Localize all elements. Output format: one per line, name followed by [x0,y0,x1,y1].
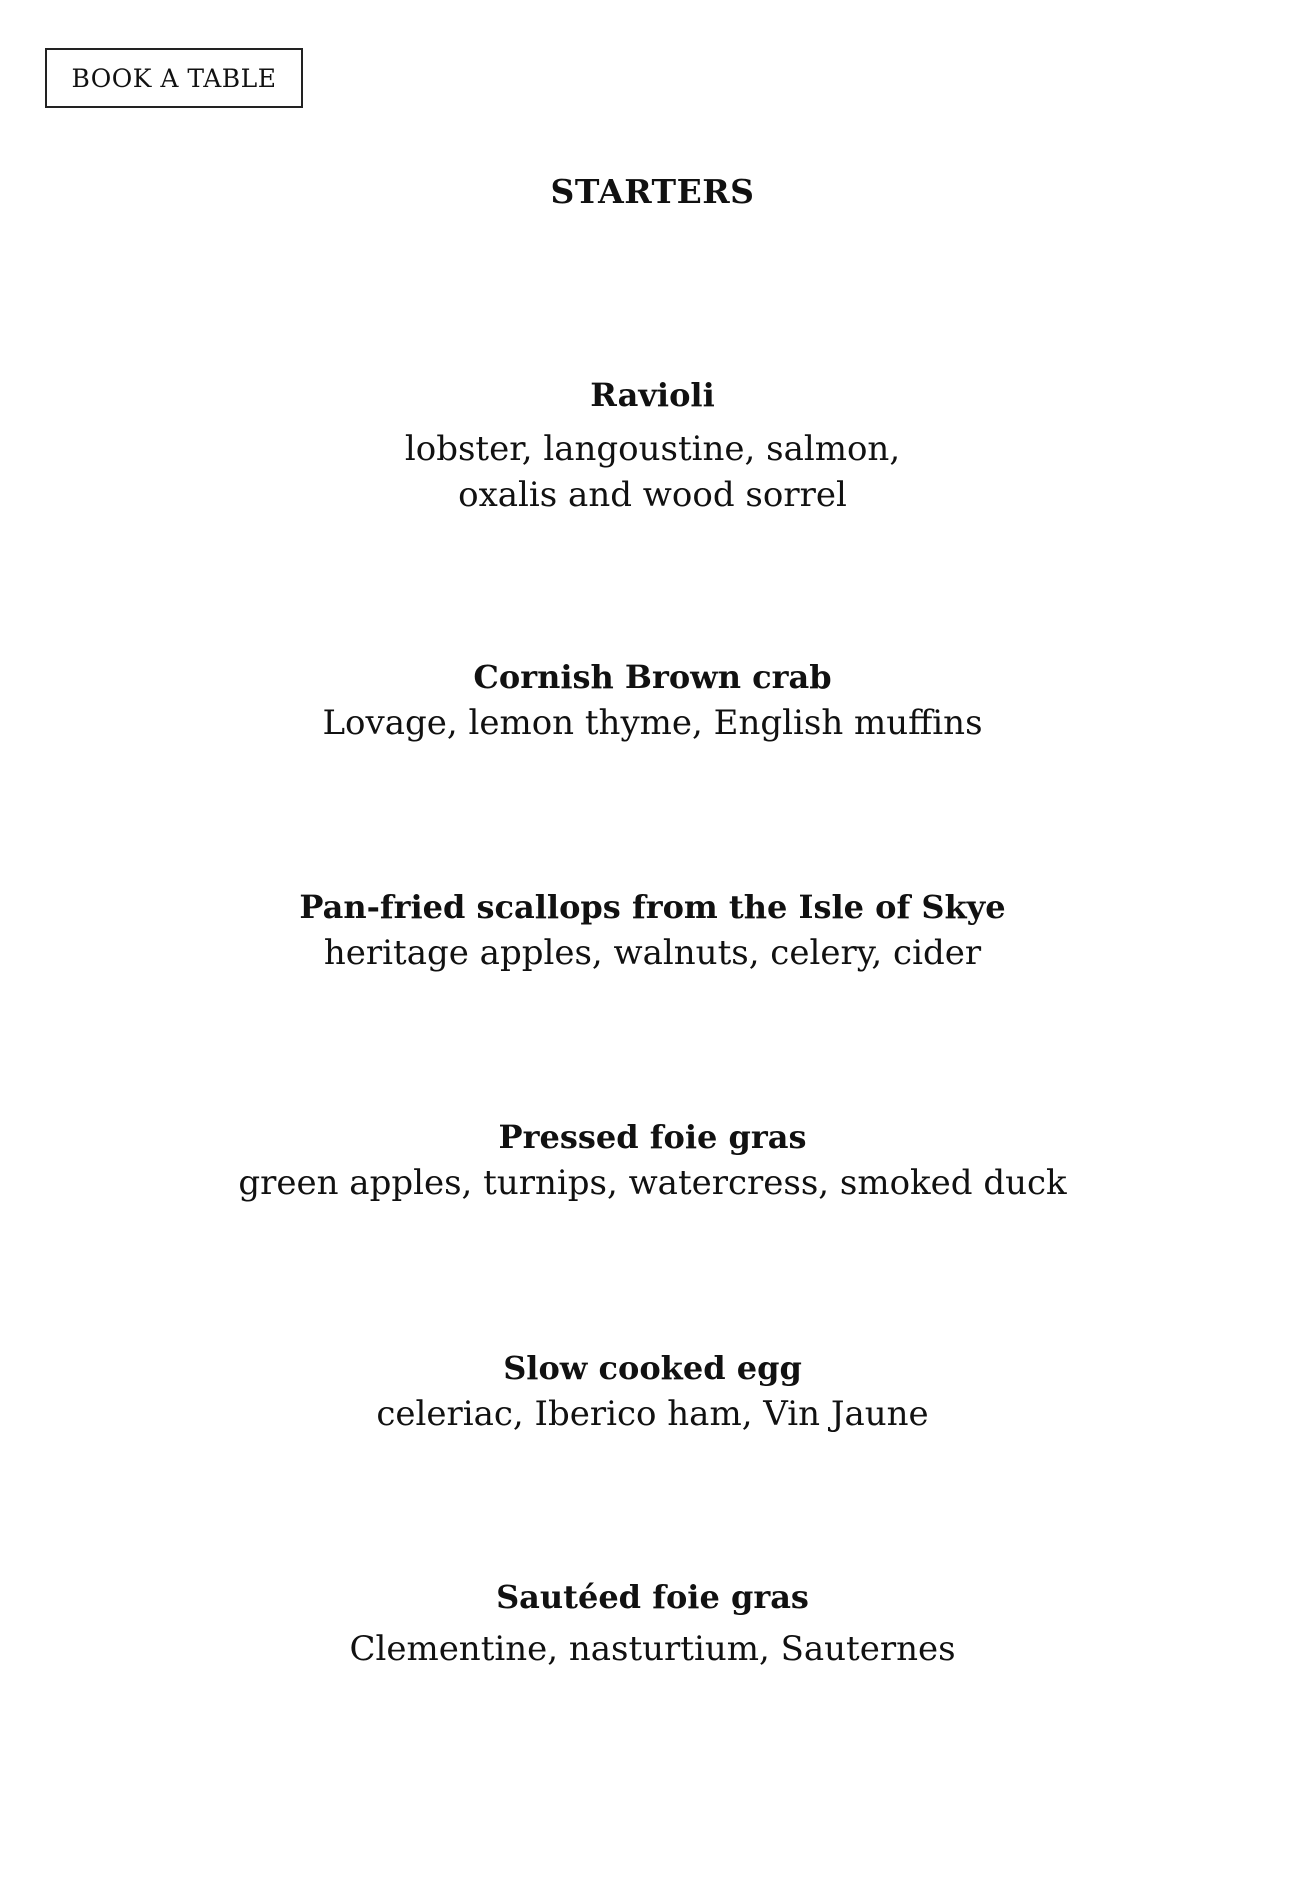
menu-item-name: Sautéed foie gras [496,1578,809,1616]
menu-item-cornish-brown-crab [0,654,1305,746]
menu-item-description: Clementine, nasturtium, Sauternes [349,1629,956,1669]
menu-item-description: lobster, langoustine, salmon, oxalis and wood sorrel [404,429,901,515]
menu-item-sauteed-foie-gras [0,1574,1305,1672]
menu-item-name: Ravioli [590,376,715,414]
menu-item-name: Pan-fried scallops from the Isle of Skye [299,888,1006,926]
menu-item-pan-fried-scallops [0,884,1305,976]
menu-item-description: celeriac, Iberico ham, Vin Jaune [376,1394,929,1434]
menu-item-slow-cooked-egg [0,1345,1305,1437]
menu-item-ravioli [0,372,1305,518]
menu-item-name: Pressed foie gras [498,1118,807,1156]
menu-item-description: green apples, turnips, watercress, smoked duck [238,1163,1067,1203]
book-a-table-button[interactable]: BOOK A TABLE [45,48,303,108]
menu-item-description: heritage apples, walnuts, celery, cider [323,933,982,973]
menu-item-name: Slow cooked egg [503,1349,802,1387]
section-title-starters: STARTERS [550,172,755,211]
menu-item-description: Lovage, lemon thyme, English muffins [322,703,983,743]
menu-item-pressed-foie-gras [0,1114,1305,1206]
menu-item-name: Cornish Brown crab [473,658,832,696]
